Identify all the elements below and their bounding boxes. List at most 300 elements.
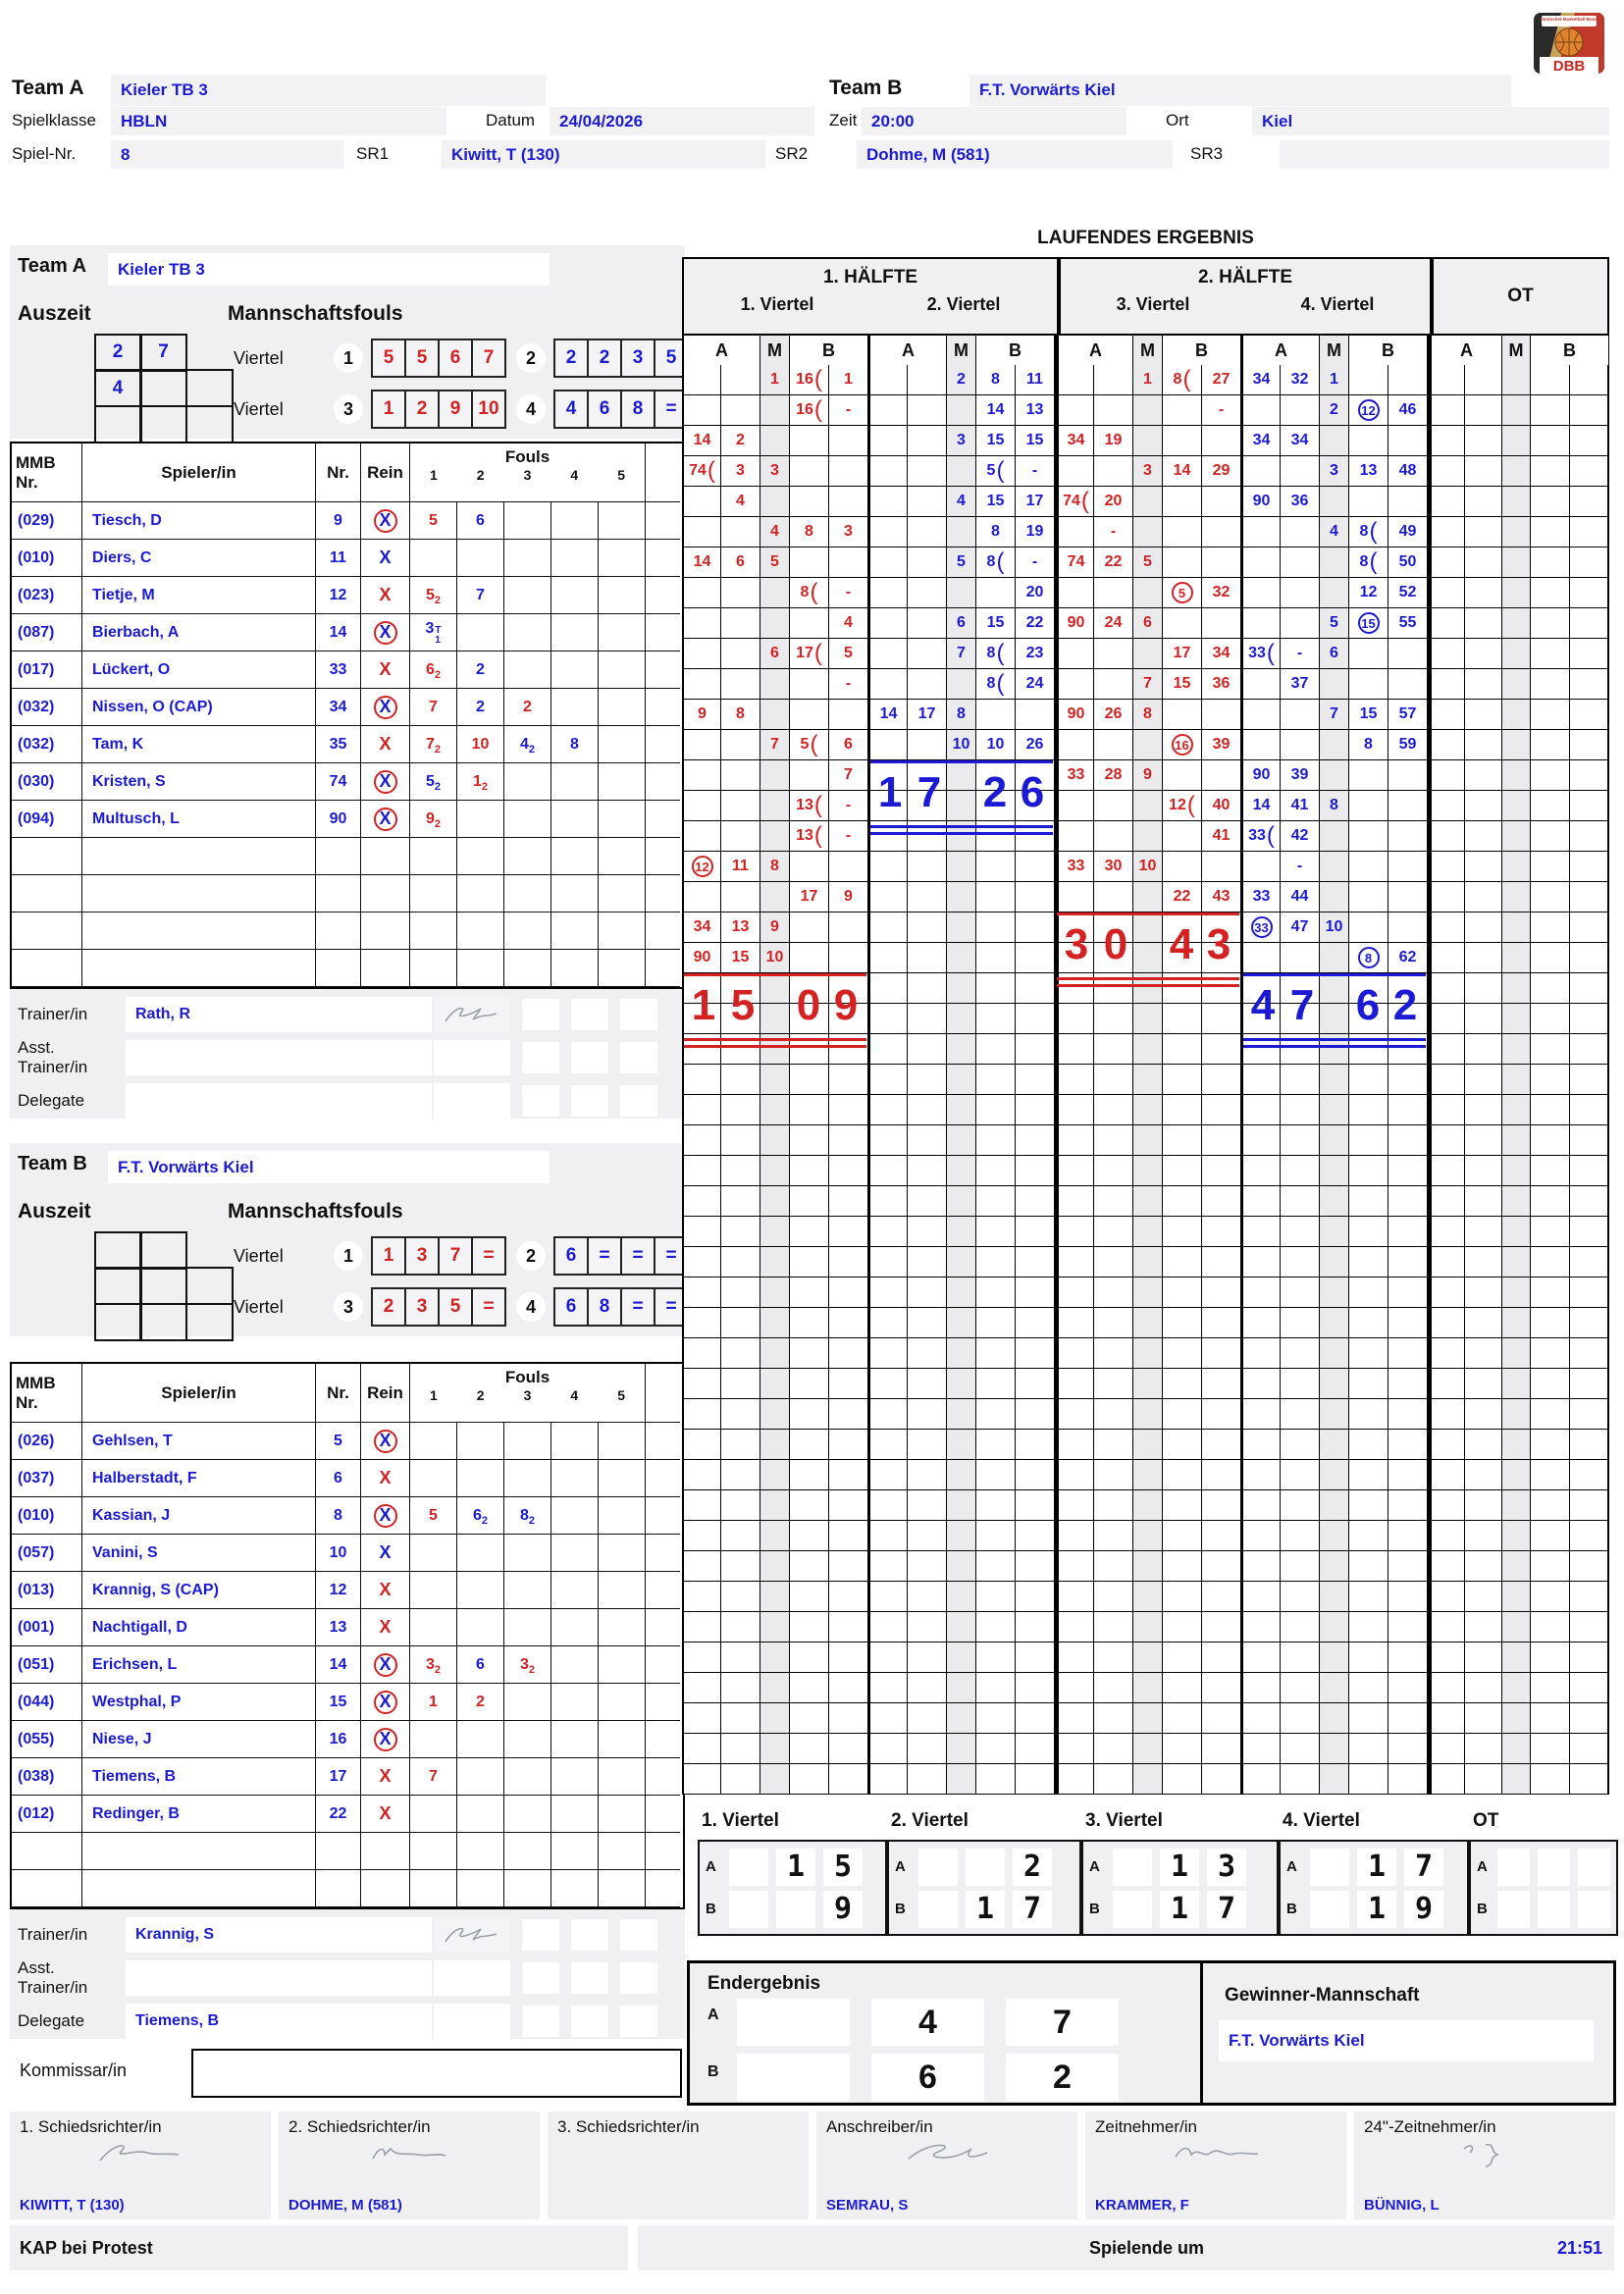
score-cell[interactable] [1465,730,1502,760]
score-cell[interactable] [1055,943,1094,973]
score-cell[interactable]: 33 [1055,852,1094,882]
score-cell[interactable] [976,1642,1016,1673]
player-foul-cell[interactable] [599,1833,646,1870]
team-foul-box[interactable]: 4 [553,390,589,429]
score-cell[interactable] [1570,517,1609,547]
score-cell[interactable] [1531,1095,1570,1125]
score-cell[interactable] [908,1004,947,1034]
score-cell[interactable] [1531,973,1570,1004]
player-rein-mark[interactable] [361,875,410,912]
score-cell[interactable] [1055,1217,1094,1247]
timeout-cell[interactable] [139,369,187,407]
score-cell[interactable]: 13 [1349,456,1388,487]
score-cell[interactable] [1320,547,1349,578]
score-cell[interactable] [1163,1764,1202,1795]
score-cell[interactable] [1349,760,1388,791]
score-cell[interactable]: 10 [1133,852,1163,882]
score-cell[interactable]: 9 [682,700,721,730]
score-cell[interactable] [1055,365,1094,395]
score-cell[interactable] [1133,1186,1163,1217]
score-cell[interactable] [1320,760,1349,791]
player-foul-cell[interactable] [504,1721,551,1758]
team-foul-box[interactable]: 10 [471,390,506,429]
score-cell[interactable] [1531,1125,1570,1156]
score-cell[interactable]: 15 [1163,669,1202,700]
kommissar-field[interactable] [191,2049,682,2098]
player-foul-cell[interactable] [599,801,646,838]
official-name[interactable]: KIWITT, T (130) [20,2197,125,2214]
score-cell[interactable] [1428,1430,1465,1460]
score-cell[interactable] [1202,1460,1241,1490]
score-cell[interactable] [868,1551,908,1582]
score-cell[interactable] [1531,1430,1570,1460]
score-cell[interactable] [1281,700,1320,730]
score-cell[interactable]: 13 [1016,395,1055,426]
player-foul-cell[interactable] [504,689,551,726]
player-foul-cell[interactable] [504,838,551,875]
score-cell[interactable] [1531,578,1570,608]
score-cell[interactable] [947,1308,976,1338]
score-cell[interactable] [1531,395,1570,426]
score-cell[interactable] [760,882,790,912]
score-cell[interactable] [829,1125,868,1156]
team-foul-box[interactable]: = [471,1287,506,1327]
score-cell[interactable] [908,1308,947,1338]
score-cell[interactable] [1502,1369,1531,1399]
foul-entry[interactable]: $9_2$ [425,809,442,830]
score-cell[interactable] [1349,1399,1388,1430]
score-cell[interactable] [1531,1673,1570,1703]
player-foul-cell[interactable] [599,689,646,726]
player-foul-cell[interactable] [410,875,457,912]
score-cell[interactable] [908,639,947,669]
score-cell[interactable] [1428,1521,1465,1551]
score-cell[interactable] [1163,852,1202,882]
score-cell[interactable] [1570,1612,1609,1642]
score-cell[interactable] [1570,1247,1609,1277]
trainer-signature-pad[interactable] [434,997,510,1032]
score-cell[interactable] [1202,1430,1241,1460]
score-cell[interactable] [1465,1582,1502,1612]
summary-score-digit[interactable]: 1 [966,1891,1005,1928]
score-cell[interactable] [1502,456,1531,487]
score-cell[interactable]: 24 [1094,608,1133,639]
player-foul-cell[interactable] [551,614,599,652]
score-cell[interactable] [1428,700,1465,730]
player-number[interactable] [316,950,361,987]
score-cell[interactable] [1320,730,1349,760]
score-cell[interactable]: 9 [829,882,868,912]
score-cell[interactable] [1388,1521,1428,1551]
score-cell[interactable] [1094,1490,1133,1521]
score-cell[interactable] [829,1430,868,1460]
player-number[interactable] [316,875,361,912]
score-cell[interactable] [908,1065,947,1095]
score-cell[interactable] [1388,1703,1428,1734]
score-cell[interactable]: 3 [721,456,760,487]
score-cell[interactable] [721,1217,760,1247]
score-cell[interactable]: 52 [1388,578,1428,608]
score-cell[interactable] [1163,1582,1202,1612]
score-cell[interactable] [1428,639,1465,669]
score-cell[interactable] [976,578,1016,608]
score-cell[interactable]: 34 [1241,426,1281,456]
score-cell[interactable] [976,912,1016,943]
score-cell[interactable] [1281,1277,1320,1308]
summary-score-digit[interactable]: 9 [1404,1891,1443,1928]
score-cell[interactable] [1428,1582,1465,1612]
score-cell[interactable] [682,1369,721,1399]
score-cell[interactable] [976,1460,1016,1490]
score-cell[interactable] [1465,1490,1502,1521]
score-cell[interactable] [1388,821,1428,852]
score-cell[interactable] [1428,1277,1465,1308]
score-cell[interactable] [1349,1551,1388,1582]
score-cell[interactable] [1094,1673,1133,1703]
score-cell[interactable] [1531,639,1570,669]
score-cell[interactable]: 33 ( [1241,821,1281,852]
score-cell[interactable] [1163,1277,1202,1308]
score-cell[interactable]: 14 [1163,456,1202,487]
score-cell[interactable] [1055,1277,1094,1308]
player-rein-mark[interactable] [361,726,410,763]
score-cell[interactable] [790,1430,829,1460]
score-cell[interactable] [1241,1004,1281,1034]
score-cell[interactable] [908,1399,947,1430]
foul-entry[interactable]: $6_2$ [472,1506,489,1527]
score-cell[interactable] [1465,1308,1502,1338]
score-cell[interactable] [790,1551,829,1582]
score-cell[interactable] [868,426,908,456]
score-cell[interactable] [868,669,908,700]
score-cell[interactable] [1465,639,1502,669]
score-cell[interactable] [790,547,829,578]
score-cell[interactable] [760,1551,790,1582]
score-cell[interactable] [1133,730,1163,760]
score-cell[interactable] [1055,1125,1094,1156]
score-cell[interactable] [908,1277,947,1308]
score-cell[interactable]: 8 [790,517,829,547]
staff-period-box[interactable] [620,1919,657,1951]
score-cell[interactable] [976,882,1016,912]
official-signature[interactable] [20,2139,261,2177]
score-cell[interactable] [908,487,947,517]
score-cell[interactable] [868,608,908,639]
score-cell[interactable] [1241,1673,1281,1703]
staff-period-box[interactable] [571,1962,608,1994]
spielklasse-field[interactable]: HBLN [111,107,446,135]
score-cell[interactable]: 4 [760,517,790,547]
score-cell[interactable] [1502,882,1531,912]
zeit-field[interactable]: 20:00 [862,107,1126,135]
score-cell[interactable]: 43 [1202,882,1241,912]
player-foul-cell[interactable] [457,950,504,987]
foul-entry[interactable]: 8 [570,735,579,753]
score-cell[interactable] [1465,882,1502,912]
player-name[interactable]: Tiemens, B [82,1758,316,1796]
score-cell[interactable] [721,1764,760,1795]
trainer-signature-pad[interactable] [434,1917,510,1953]
player-foul-cell[interactable] [551,912,599,950]
score-cell[interactable] [1502,760,1531,791]
player-name[interactable] [82,912,316,950]
score-cell[interactable] [1502,943,1531,973]
score-cell[interactable] [1465,1004,1502,1034]
score-cell[interactable] [682,1308,721,1338]
score-cell[interactable]: 24 [1016,669,1055,700]
score-cell[interactable] [947,1095,976,1125]
score-cell[interactable] [1094,456,1133,487]
score-cell[interactable] [1016,1551,1055,1582]
score-cell[interactable] [868,1277,908,1308]
timeout-cell[interactable]: 7 [139,334,187,372]
score-cell[interactable] [1388,639,1428,669]
score-cell[interactable] [1388,426,1428,456]
score-cell[interactable] [1281,1004,1320,1034]
score-cell[interactable] [682,578,721,608]
score-cell[interactable] [1428,365,1465,395]
score-cell[interactable] [682,1703,721,1734]
score-cell[interactable] [1281,1551,1320,1582]
score-cell[interactable] [1320,943,1349,973]
score-cell[interactable] [721,973,760,1004]
score-cell[interactable] [1094,669,1133,700]
score-cell[interactable] [1133,639,1163,669]
score-cell[interactable]: - [1016,547,1055,578]
score-cell[interactable] [1163,1399,1202,1430]
score-cell[interactable] [908,1247,947,1277]
player-rein-mark[interactable] [361,1423,410,1460]
timeout-cell[interactable] [185,405,234,443]
score-cell[interactable] [1570,1004,1609,1034]
score-cell[interactable] [790,1612,829,1642]
player-foul-cell[interactable] [551,1609,599,1646]
score-cell[interactable] [908,973,947,1004]
score-cell[interactable] [1241,1065,1281,1095]
score-cell[interactable] [721,1460,760,1490]
score-cell[interactable] [908,852,947,882]
score-cell[interactable]: 8 ( [1349,547,1388,578]
score-cell[interactable] [1133,487,1163,517]
summary-score-digit[interactable]: 1 [1160,1891,1199,1928]
player-name[interactable] [82,950,316,987]
score-cell[interactable]: 90 [1055,608,1094,639]
score-cell[interactable] [1349,1764,1388,1795]
official-signature[interactable] [1095,2139,1336,2177]
player-mmb[interactable] [12,912,82,950]
score-cell[interactable] [868,1004,908,1034]
score-cell[interactable] [1133,1369,1163,1399]
score-cell[interactable] [682,1612,721,1642]
score-cell[interactable] [760,1065,790,1095]
score-cell[interactable]: 34 [1055,426,1094,456]
score-cell[interactable] [1241,1308,1281,1338]
player-mmb[interactable]: (026) [12,1423,82,1460]
score-cell[interactable] [1281,1308,1320,1338]
score-cell[interactable] [1531,365,1570,395]
summary-score-digit[interactable] [729,1891,768,1928]
score-cell[interactable] [1163,1642,1202,1673]
score-cell[interactable] [1055,395,1094,426]
score-cell[interactable] [908,1125,947,1156]
score-cell[interactable] [1349,821,1388,852]
score-cell[interactable] [1428,1186,1465,1217]
score-cell[interactable] [682,1673,721,1703]
score-cell[interactable] [1428,1217,1465,1247]
player-foul-cell[interactable] [457,502,504,540]
score-cell[interactable] [1465,821,1502,852]
score-cell[interactable] [1055,1734,1094,1764]
score-cell[interactable] [1281,943,1320,973]
score-cell[interactable] [1241,517,1281,547]
score-cell[interactable]: 5 ( [790,730,829,760]
score-cell[interactable] [1094,1034,1133,1065]
score-cell[interactable] [1465,1460,1502,1490]
player-number[interactable]: 14 [316,614,361,652]
score-cell[interactable] [1241,1612,1281,1642]
score-cell[interactable] [1531,456,1570,487]
score-cell[interactable] [1163,1125,1202,1156]
score-cell[interactable] [976,1551,1016,1582]
score-cell[interactable] [1531,1034,1570,1065]
score-cell[interactable] [1320,1125,1349,1156]
score-cell[interactable] [1163,487,1202,517]
player-foul-cell[interactable] [599,502,646,540]
score-cell[interactable] [1055,1065,1094,1095]
score-cell[interactable] [682,821,721,852]
score-cell[interactable] [947,1551,976,1582]
team-foul-box[interactable]: 2 [587,339,622,378]
player-foul-cell[interactable] [457,1758,504,1796]
score-cell[interactable] [1055,1764,1094,1795]
score-cell[interactable] [1055,1399,1094,1430]
score-cell[interactable] [1388,1582,1428,1612]
score-cell[interactable] [1202,1764,1241,1795]
score-cell[interactable] [1349,791,1388,821]
score-cell[interactable] [682,1156,721,1186]
score-cell[interactable] [1241,1217,1281,1247]
score-cell[interactable] [1502,1764,1531,1795]
player-foul-cell[interactable] [551,1721,599,1758]
score-cell[interactable] [1202,1065,1241,1095]
score-cell[interactable] [1241,578,1281,608]
score-cell[interactable] [1133,1338,1163,1369]
score-cell[interactable] [1570,791,1609,821]
score-cell[interactable] [829,1186,868,1217]
player-rein-mark[interactable] [361,950,410,987]
score-cell[interactable] [868,395,908,426]
score-cell[interactable] [1570,1673,1609,1703]
player-rein-mark[interactable] [361,763,410,801]
score-cell[interactable] [829,1308,868,1338]
score-cell[interactable] [976,1217,1016,1247]
score-cell[interactable] [976,1186,1016,1217]
score-cell[interactable] [1428,1034,1465,1065]
score-cell[interactable] [1133,1247,1163,1277]
summary-score-digit[interactable] [776,1891,815,1928]
score-cell[interactable] [829,547,868,578]
player-foul-cell[interactable] [457,912,504,950]
player-foul-cell[interactable] [504,1758,551,1796]
score-cell[interactable] [760,1612,790,1642]
score-cell[interactable] [1016,700,1055,730]
summary-score-digit[interactable]: 7 [1013,1891,1052,1928]
score-cell[interactable]: 7 [1320,700,1349,730]
score-cell[interactable] [1241,1551,1281,1582]
player-name[interactable] [82,1870,316,1907]
player-rein-mark[interactable] [361,1758,410,1796]
score-cell[interactable] [1531,1217,1570,1247]
score-cell[interactable] [1428,456,1465,487]
score-cell[interactable]: 9 [760,912,790,943]
score-cell[interactable] [1570,1430,1609,1460]
score-cell[interactable] [1241,608,1281,639]
score-cell[interactable]: 17 [1163,639,1202,669]
score-cell[interactable] [1502,517,1531,547]
team-foul-box[interactable]: 3 [404,1287,440,1327]
player-rein-mark[interactable] [361,1460,410,1497]
score-cell[interactable] [1465,365,1502,395]
summary-score-digit[interactable] [729,1849,768,1886]
score-cell[interactable] [1502,1125,1531,1156]
player-foul-cell[interactable] [504,875,551,912]
summary-score-digit[interactable]: 7 [1404,1849,1443,1886]
score-cell[interactable] [868,456,908,487]
score-cell[interactable]: 8 ( [976,639,1016,669]
score-cell[interactable] [760,1673,790,1703]
score-cell[interactable] [1094,821,1133,852]
score-cell[interactable] [1281,1065,1320,1095]
score-cell[interactable] [721,1490,760,1521]
score-cell[interactable]: 3 [760,456,790,487]
score-cell[interactable]: 4 [947,487,976,517]
score-cell[interactable]: 22 [1094,547,1133,578]
foul-entry[interactable]: 2 [523,698,532,715]
score-cell[interactable] [1388,1217,1428,1247]
score-cell[interactable] [947,395,976,426]
score-cell[interactable] [947,973,976,1004]
player-number[interactable]: 13 [316,1609,361,1646]
score-cell[interactable] [1531,1551,1570,1582]
score-cell[interactable] [1349,639,1388,669]
player-mmb[interactable]: (032) [12,726,82,763]
player-foul-cell[interactable] [504,1833,551,1870]
score-cell[interactable] [908,1338,947,1369]
score-cell[interactable] [829,1095,868,1125]
player-foul-cell[interactable] [599,1646,646,1684]
score-cell[interactable] [1281,1490,1320,1521]
player-foul-cell[interactable] [457,1423,504,1460]
score-cell[interactable] [1388,1369,1428,1399]
score-cell[interactable]: 5 [1133,547,1163,578]
score-cell[interactable] [1016,1521,1055,1551]
score-cell[interactable]: 1 [760,365,790,395]
team-b-panel-name[interactable]: F.T. Vorwärts Kiel [108,1151,550,1183]
summary-score-digit[interactable] [1113,1891,1152,1928]
player-mmb[interactable]: (001) [12,1609,82,1646]
score-cell[interactable] [947,1125,976,1156]
score-cell[interactable]: 90 [682,943,721,973]
score-cell[interactable] [760,487,790,517]
player-foul-cell[interactable] [457,577,504,614]
team-foul-box[interactable]: 5 [404,339,440,378]
score-cell[interactable] [1241,730,1281,760]
score-cell[interactable] [908,578,947,608]
score-cell[interactable] [760,1156,790,1186]
score-cell[interactable] [1241,669,1281,700]
score-cell[interactable]: 11 [1016,365,1055,395]
score-cell[interactable] [1094,1399,1133,1430]
